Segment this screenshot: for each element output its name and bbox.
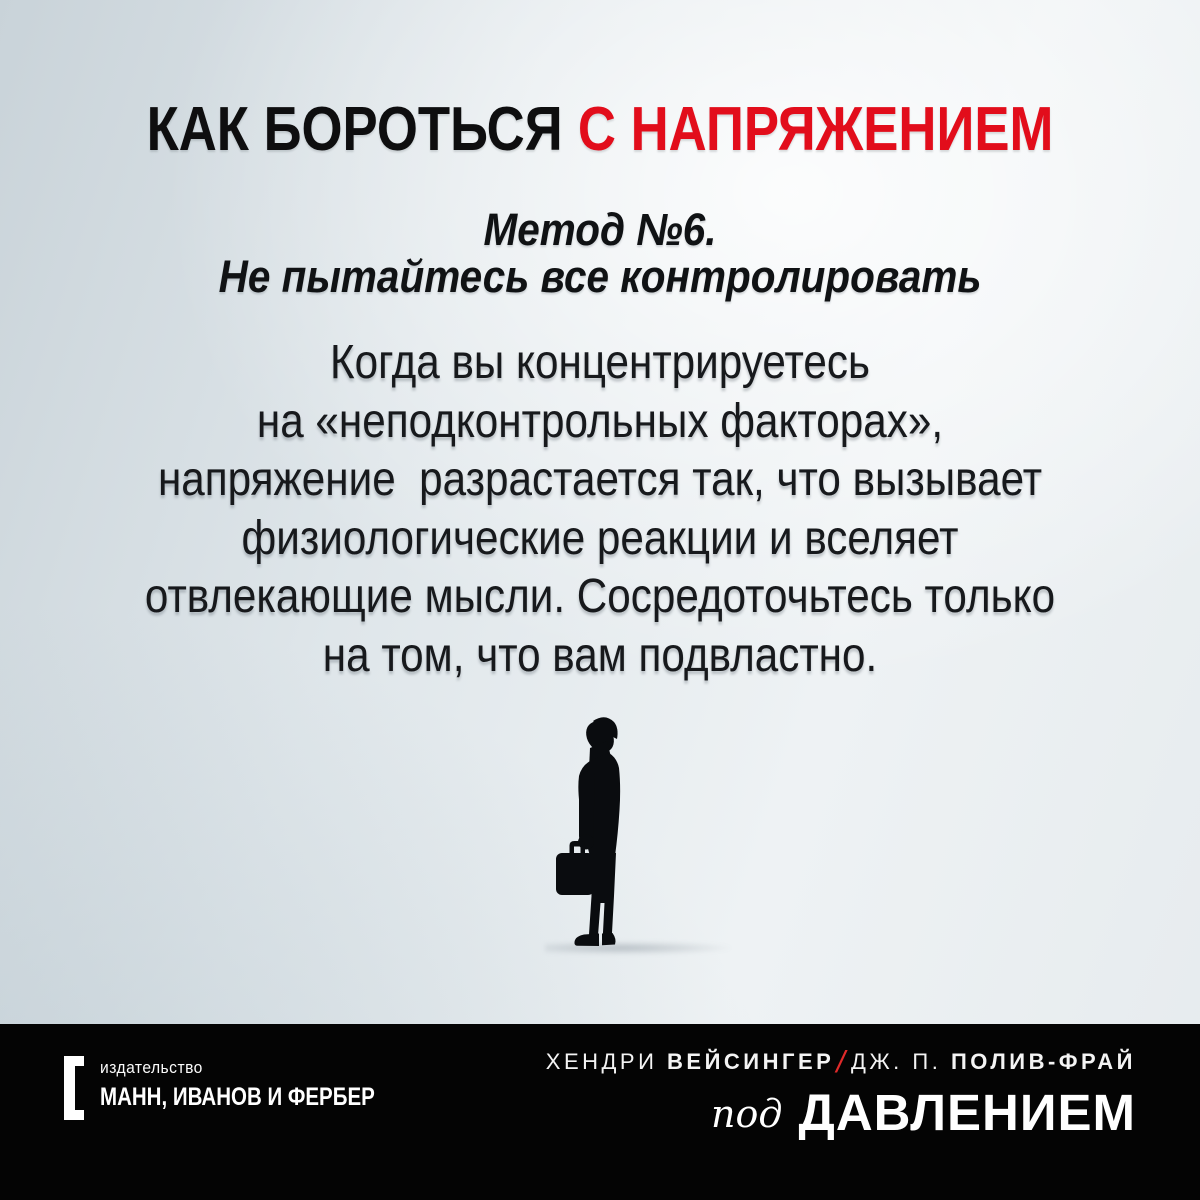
title-part-red: С НАПРЯЖЕНИЕМ — [577, 95, 1054, 164]
author2-last: ПОЛИВ-ФРАЙ — [950, 1049, 1136, 1074]
quote-line: на «неподконтрольных факторах», — [256, 394, 944, 448]
publisher-text — [100, 1056, 435, 1112]
quote-line: отвлекающие мысли. Сосредоточьтесь только — [144, 570, 1056, 623]
authors-slash-separator: / — [836, 1044, 845, 1079]
method-number: Метод №6. — [483, 204, 717, 255]
page-title — [90, 94, 1110, 165]
publisher-label: издательство — [100, 1058, 203, 1077]
book-title-main: ДАВЛЕНИЕМ — [798, 1084, 1136, 1141]
quote-line: на том, что вам подвластно. — [322, 628, 878, 682]
author1-first: ХЕНДРИ — [545, 1049, 658, 1074]
authors-line — [546, 1044, 1136, 1080]
book-title — [546, 1083, 1136, 1142]
author1-last: ВЕЙСИНГЕР — [667, 1049, 835, 1074]
publisher-name: МАНН, ИВАНОВ И ФЕРБЕР — [100, 1083, 375, 1111]
method-subtitle — [60, 206, 1140, 300]
quote-line: напряжение разрастается так, что вызывает — [157, 453, 1043, 506]
publisher-bracket-icon — [64, 1056, 84, 1120]
quote-text — [72, 334, 1128, 685]
businessman-silhouette-image — [548, 713, 638, 953]
quote-line: физиологические реакции и вселяет — [241, 511, 959, 565]
book-imprint — [546, 1044, 1136, 1142]
publisher-block — [64, 1056, 435, 1120]
book-title-prefix: под — [711, 1092, 783, 1136]
method-name: Не пытайтесь все контролировать — [218, 251, 982, 302]
footer-bar — [0, 1024, 1200, 1200]
quote-line: Когда вы концентрируетесь — [329, 336, 870, 389]
author2-first: ДЖ. П. — [850, 1049, 942, 1074]
title-part-black: КАК БОРОТЬСЯ — [146, 95, 563, 164]
